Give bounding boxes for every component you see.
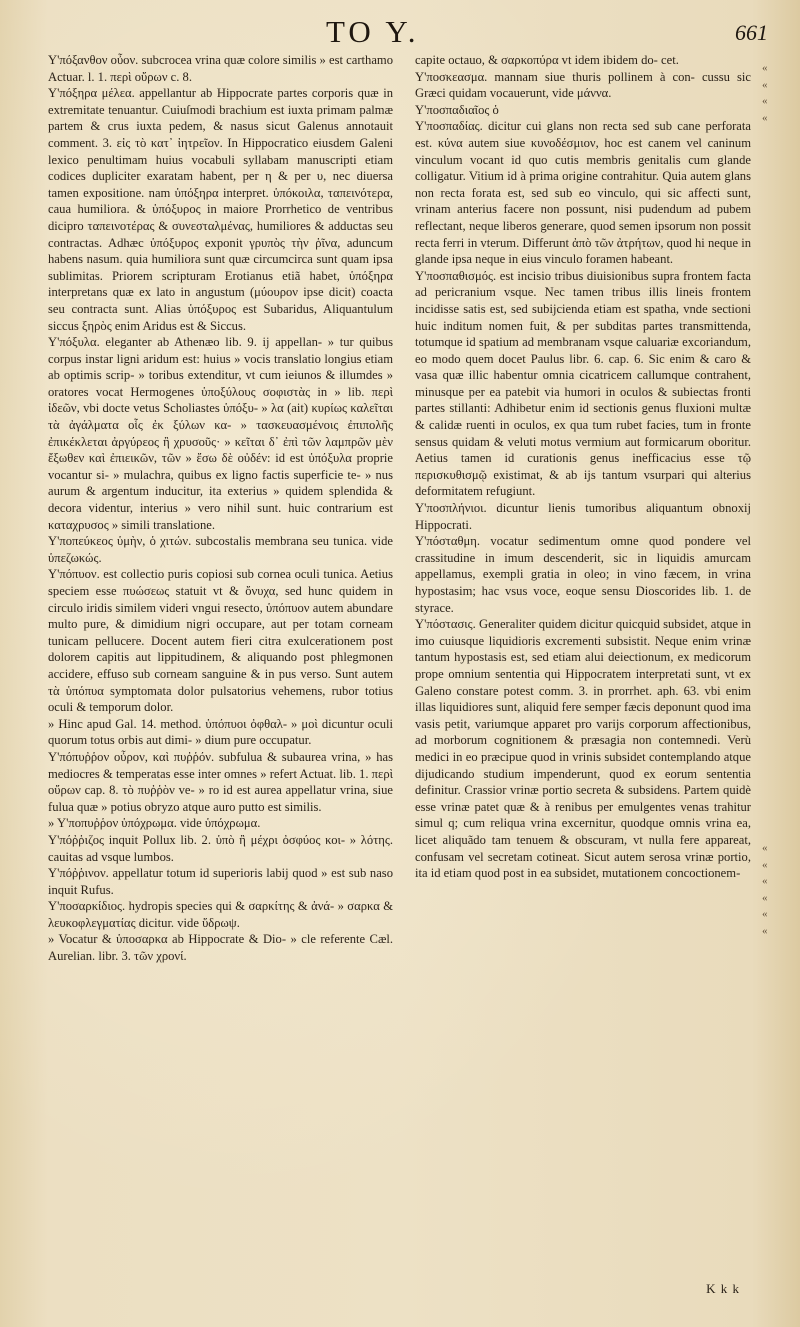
dictionary-entry: Y'πόστασις. Generaliter quidem dicitur quicquid subsidet, atque in imo cuiusque liquidioris excrementi subsistit. Neque enim vrinæ tantum hypostasis est, sed etiam alui deiectionum, ex medicorum prope omnium sententia qui Hippocratem interpretati sunt, vt ex Galeno constare potest comm. 3. in prorrhet. aph. 63. vbi enim illas liquidiores sunt, aliquid fere semper fæcis deponunt quod ima vasis petit, variumque apparet pro varijs corporum affectionibus, ad morborum cognitionem & præsagia non contemnedi. Verù medici in eo præcipue quod in vrinis subsidet contemplando atque dijudicando studium impenderunt, quod ex eorum sententia definitur. Crassior vrinæ portio secreta & subsidens. Partem quidè esse vrinæ patet quæ & à renibus per emulgentes venas trahitur simul q; cum reliqua vrina excernitur, quodque omnis vrina ea, licet aliquãdo tam tenuem & obscuram, vt nulla fere appareat, confusam vel secretam cotineat. Sicut autem serosa vrinæ portio, ita id etiam quod post in ea subsidet, mutationem concoctionem- <box>415 617 751 881</box>
margin-mark: « <box>762 841 768 854</box>
margin-mark <box>762 525 784 542</box>
dictionary-entry: Y'πόσταθμη. vocatur sedimentum omne quod pondere vel crassitudine in imum descenderit, sic in liquidis amurcam appellamus, exempli gratia in oleo; in vino fæcem, in vrina hypostasim; hac vsus voce, eoque sensu Dioscorides lib. 1. de styrace. <box>415 534 751 615</box>
margin-mark: « <box>762 62 768 74</box>
margin-mark <box>762 641 784 658</box>
dictionary-entry: Y'πόξανθον οὖον. subcrocea vrina quæ colore similis » est carthamo Actuar. l. 1. περὶ οὔρων c. 8. <box>48 53 393 84</box>
margin-mark: « <box>762 908 768 921</box>
running-title: TO Y. <box>326 14 420 49</box>
margin-mark <box>762 193 784 210</box>
margin-mark <box>762 259 784 276</box>
dictionary-entry: Y'ποπεύκεος ὑμὴν, ὁ χιτών. subcostalis membrana seu tunica. vide ὑπεζωκώς. <box>48 534 393 565</box>
margin-mark <box>762 558 784 575</box>
margin-mark <box>762 143 784 160</box>
margin-mark <box>762 757 784 774</box>
margin-mark <box>762 176 784 193</box>
page-number: 661 <box>735 20 768 45</box>
dictionary-entry: capite octauo, & σαρκοπύρα vt idem ibidem do- cet. <box>415 53 679 67</box>
margin-mark <box>762 724 784 741</box>
margin-mark <box>762 608 784 625</box>
margin-mark <box>762 126 784 143</box>
margin-mark <box>762 276 784 293</box>
margin-mark <box>762 591 784 608</box>
margin-mark <box>762 508 784 525</box>
dictionary-entry: Y'ποσπαθισμός. est incisio tribus diuisionibus supra frontem facta ad pericranium vsque. Nec tamen tribus illis lineis frontem incidisse satis est, sed subijcienda etiam est spatha, vnde sectioni huic inditum nomen fuit, & per subditas partes transmittenda, totumque id spatium ad membranam vsque caluariæ excoriandum, eo modo quem docet Paulus libr. 6. cap. 6. Sic enim & caro & vasa quæ illic habentur omnia cicatricem callumque contrahent, minusque per ea patebit via humori in oculos & subiectas fronti partes stillanti: Adhibetur enim id sectionis genus fluxioni multæ & calidæ ruenti in oculos, ex qua tum rubet facies, tum in fronte sensus quidam & veluti motus vermium aut formicarum oboritur. Aetius tamen id curationis genus inefficacius esse τῷ περισκυθισμῷ existimat, & ab ijs tantum vsurpari qui alterius deformitatem refugiunt. <box>415 268 751 499</box>
dictionary-entry: Y'πόῤῥιζος inquit Pollux lib. 2. ὑπὸ ἢ μέχρι ὀσφύος κοι- » λότης. cauitas ad vsque lumbos. <box>48 832 393 864</box>
left-column <box>48 52 393 1292</box>
catchword: K k k <box>706 1281 740 1296</box>
margin-mark <box>762 392 784 409</box>
margin-mark <box>762 458 784 475</box>
margin-mark <box>762 674 784 691</box>
dictionary-entry: Y'πόξυλα. eleganter ab Athenæo lib. 9. ij appellan- » tur quibus corpus instar ligni aridum est: huius » vocis translatio longius etiam ab optimis scrip- » toribus extenditur, vt cum ieiunos & illumdes » oratores vocat Hermogenes ὑποξύλους σοφιστὰς in » lib. περὶ ἰδεῶν, vbi docte vetus Scholiastes ὑπόξυ- » λα (ait) κυρίως καλεῖται τὰ ἀγάλματα οἷς ἐκ ξύλων κα- » τασκευασμένοις ἐπιπολῆς ἐπικέκλεται ἀργύρεος ἢ χρυσοῦς· » κεῖται δ᾽ ἐπὶ τῶν λαμπρῶν μὲν ἔξωθεν καὶ ἐπιεικῶν, τῶν » ἔσω δὲ οὐδέν: id est ὑπόξυλα proprie vocantur si- » mulachra, quibus ex ligno factis superficie te- » nus aurum & argentum inducitur, ita exterius » quidem splendida & decora videntur, interius » vero nihil sunt. huic contrarium est καταχρυσος » simili translatione. <box>48 335 393 532</box>
margin-mark <box>762 475 784 492</box>
margin-mark <box>762 624 784 641</box>
dictionary-entry: Y'ποσκεασμα. mannam siue thuris pollinem à con- cussu sic Græci quidam vocauerunt, vide μάννα. <box>415 69 751 101</box>
margin-mark <box>762 807 784 824</box>
margin-mark <box>762 326 784 343</box>
margin-mark <box>762 740 784 757</box>
margin-mark <box>762 774 784 791</box>
margin-mark <box>762 359 784 376</box>
margin-mark <box>762 425 784 442</box>
margin-mark <box>762 790 784 807</box>
margin-mark <box>762 292 784 309</box>
dictionary-entry: Y'πόπυῤῥον οὖρον, καὶ πυῤῥόν. subfulua & subaurea vrina, » has mediocres & temperatas esse inter omnes » refert Actuat. lib. 1. περὶ οὔρων cap. 8. τὸ πυῤῥὸν ve- » ro id est aurea appellatur vrina, siue fulua quæ » potius obryzo atque auro putto est similis. <box>48 749 393 814</box>
dictionary-entry: Y'ποσαρκίδιος. hydropis species qui & σαρκίτης & ἀνά- » σαρκα & λευκοφλεγματίας dicitur. vide ὕδρωψ. <box>48 899 393 930</box>
margin-mark <box>762 657 784 674</box>
margin-mark: « <box>762 111 768 124</box>
margin-mark <box>762 375 784 392</box>
dictionary-entry: Y'πόπυον. est collectio puris copiosi sub cornea oculi tunica. Aetius speciem esse πυώσεως statuit vt & ὄνυχα, sed hunc quidem in circulo iridis similem videri vngui resecto, ὑπόπυον autem abundare multo pure, & dimidium nigri occupare, aut per totam corneam tunicam pellucere. Docent autem fieri citra exulcerationem post dolorem capitis aut lippitudinem, & aliquando post phlegmonen accidere, effuso sub corneam sanguine & in pus verso. Sunt autem τὰ ὑπόπυα symptomata dolor pulsatorius vehemens, rubor totius oculi & temporum dolor. <box>48 567 393 715</box>
margin-marks <box>762 60 784 939</box>
margin-mark <box>762 442 784 459</box>
margin-mark <box>762 691 784 708</box>
margin-mark <box>762 226 784 243</box>
margin-mark <box>762 408 784 425</box>
margin-mark: « <box>762 924 768 937</box>
margin-mark <box>762 541 784 558</box>
margin-mark <box>762 309 784 326</box>
dictionary-entry: » Vocatur & ὑποσαρκα ab Hippocrate & Dio- » cle referente Cæl. Aurelian. libr. 3. τῶν χρονί. <box>48 932 393 964</box>
dictionary-entry: Y'ποσπαδιαῖος ὁ <box>415 102 499 117</box>
margin-mark <box>762 491 784 508</box>
margin-mark <box>762 342 784 359</box>
margin-mark <box>762 574 784 591</box>
margin-mark <box>762 243 784 260</box>
right-column <box>415 52 751 1292</box>
margin-mark <box>762 160 784 177</box>
dictionary-entry: Y'ποσπλήνιοι. dicuntur lienis tumoribus aliquantum obnoxij Hippocrati. <box>415 501 751 532</box>
dictionary-entry: » Y'ποπυῤῥον ὑπόχρωμα. vide ὑπόχρωμα. <box>48 816 261 831</box>
dictionary-entry: Y'πόῤῥινον. appellatur totum id superioris labij quod » est sub naso inquit Rufus. <box>48 866 393 897</box>
margin-mark <box>762 209 784 226</box>
margin-mark: « <box>762 858 768 871</box>
margin-mark: « <box>762 95 768 108</box>
margin-mark: « <box>762 891 768 904</box>
dictionary-entry: Y'ποσπαδίας. dicitur cui glans non recta sed sub cane perforata est. κύνα autem siue κυνοδέσμιον, hoc est canem vel caninum vinculum vocant id quo cutis membris genitalis cum glande colligatur. Vitium id à prima origine contrahitur. Quia autem glans non recta forata est, sed sub eo vinculo, qui sic affecti sunt, vrinam anterius facere non possunt, nisi pudendum ad pubem reflectant, neque liberos generare, quod semen ipsorum non possit recta ferri in vterum. Differunt ἀπὸ τῶν ἀτρήτων, quod hi neque in glande ipsa neque in eius vinculo foramen habeant. <box>415 119 751 267</box>
dictionary-entry: Y'πόξηρα μέλεα. appellantur ab Hippocrate partes corporis quæ in extremitate tenuantur. Cuiuſmodi brachium est iuxta primam palmæ partem & crus iuxta pedem, & nasus sicut Galenus annotauit comment. 3. εἰς τὸ κατ᾽ ἰητρεῖον. In Hippocratico eiusdem Galeni lexico penultimam huius vocabuli syllabam manuscripti etiam codices dupliciter exaratam habent, per η & per υ, nec diuersa tamen expositione. nam ὑπόξηρα interpret. ὑπόκοιλα, ταπεινότερα, caua humiliora. & ὑπόξυρος in maiore Prorrhetico de ventribus dicipro ταπεινοτέρας & συνεσταλμένας, humiliores & adductas seu contractas. Adhæc ὑπόξυρος exponit γρυπὸς τὴν ῥῖνα, aduncum habens nasum. quia humiliora sunt quæ circumcirca sunt quam ipsa sublimitas. Priorem scripturam Erotianus etiã habet, ὑπόξηρα interpretans quæ ex lato in angustum (μύουρον ipse dicit) coacta seu contracta sunt. Alias ὑπόξυρος est Subaridus, Aliquantulum siccus ξηρὸς enim Aridus est & Siccus. <box>48 86 393 333</box>
margin-mark <box>762 707 784 724</box>
margin-mark: « <box>762 78 768 91</box>
dictionary-entry: » Hinc apud Gal. 14. method. ὑπόπυοι ὀφθαλ- » μοὶ dicuntur oculi quorum totus orbis aut dimi- » dium pure occupatur. <box>48 716 393 748</box>
margin-mark <box>762 823 784 840</box>
margin-mark: « <box>762 875 768 888</box>
